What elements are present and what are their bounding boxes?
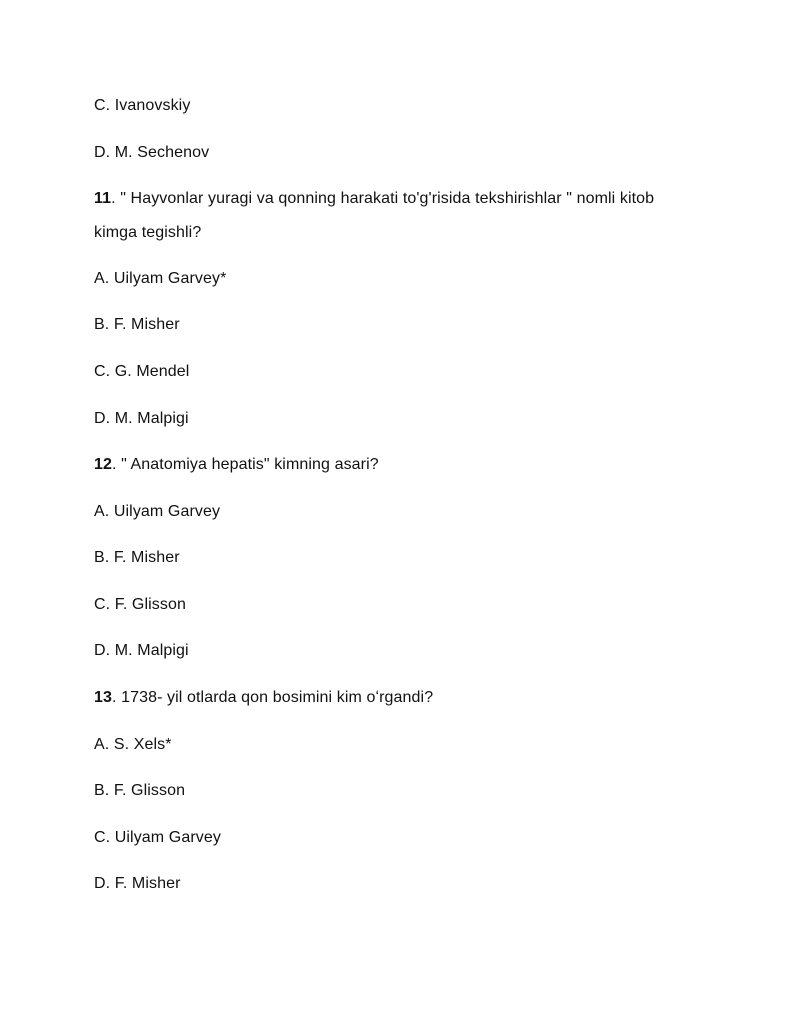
option-line: B. F. Glisson [94, 782, 186, 799]
question-number: 13 [94, 689, 112, 706]
option-line: C. F. Glisson [94, 596, 186, 613]
option-line: C. Ivanovskiy [94, 97, 191, 114]
option-line: C. G. Mendel [94, 363, 190, 380]
question-number: 12 [94, 456, 112, 473]
option-line: D. M. Malpigi [94, 410, 189, 427]
question-number: 11 [94, 190, 112, 207]
question-text-line: . 1738- yil otlarda qon bosimini kim oʻrgandi? [112, 689, 434, 706]
question-text [94, 455, 379, 475]
question-text-line: . " Anatomiya hepatis" kimning asari? [112, 456, 379, 473]
option-line: B. F. Misher [94, 549, 180, 566]
question-text [94, 189, 654, 209]
option-line: A. Uilyam Garvey [94, 503, 221, 520]
option-line: A. S. Xels* [94, 736, 172, 753]
option-line: D. M. Sechenov [94, 144, 210, 161]
question-text [94, 688, 433, 708]
option-line: C. Uilyam Garvey [94, 829, 221, 846]
question-text-line: . " Hayvonlar yuragi va qonning harakati to'g'risida tekshirishlar " nomli kitob [111, 190, 655, 207]
option-line: A. Uilyam Garvey* [94, 270, 227, 287]
option-line: D. F. Misher [94, 875, 181, 892]
option-line: D. M. Malpigi [94, 642, 189, 659]
option-line: B. F. Misher [94, 316, 180, 333]
question-text-line: kimga tegishli? [94, 224, 202, 241]
